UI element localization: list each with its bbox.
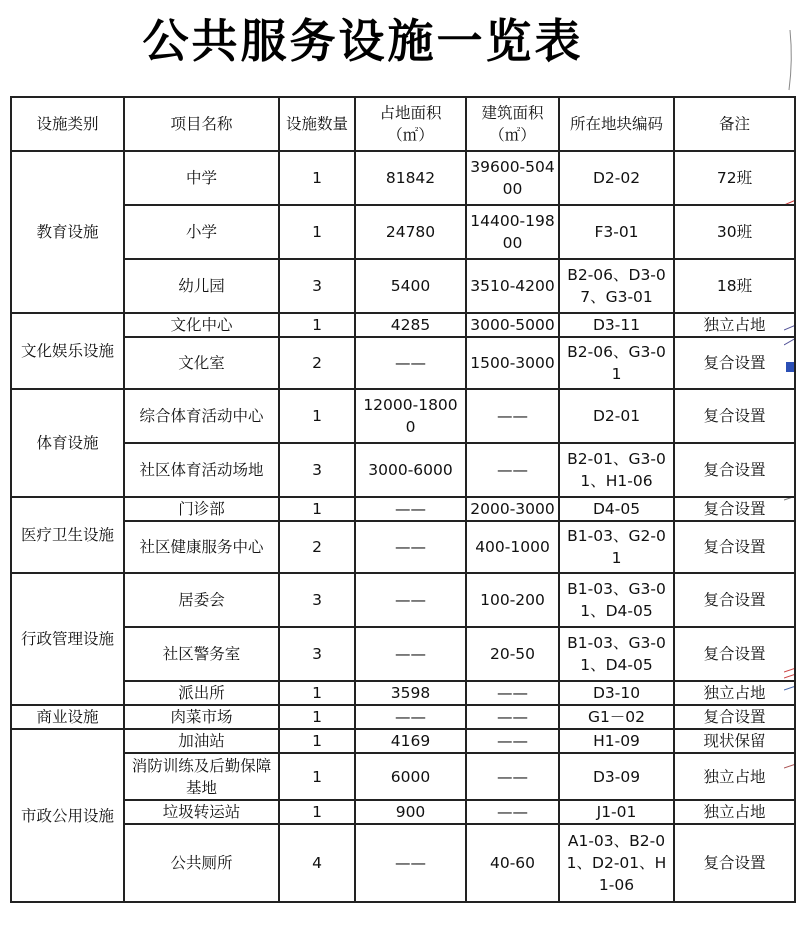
note-cell: 30班	[674, 205, 795, 259]
facility-count-cell: 1	[279, 681, 355, 705]
facility-name-cell: 门诊部	[124, 497, 279, 521]
note-cell: 独立占地	[674, 313, 795, 337]
land-area-cell: ——	[355, 337, 466, 389]
table-row	[11, 824, 795, 902]
note-cell: 72班	[674, 151, 795, 205]
building-area-cell: ——	[466, 800, 559, 824]
table-row	[11, 337, 795, 389]
building-area-cell: 1500-3000	[466, 337, 559, 389]
facility-name-cell: 加油站	[124, 729, 279, 753]
plot-code-cell: B1-03、G2-01	[559, 521, 674, 573]
plot-code-cell: B1-03、G3-01、D4-05	[559, 573, 674, 627]
land-area-cell: 12000-18000	[355, 389, 466, 443]
note-cell: 复合设置	[674, 443, 795, 497]
building-area-cell: 3510-4200	[466, 259, 559, 313]
note-cell: 复合设置	[674, 705, 795, 729]
building-area-cell: 100-200	[466, 573, 559, 627]
building-area-cell: 40-60	[466, 824, 559, 902]
table-row	[11, 443, 795, 497]
land-area-cell: 3598	[355, 681, 466, 705]
facility-count-cell: 1	[279, 705, 355, 729]
facility-name-cell: 公共厕所	[124, 824, 279, 902]
facility-name-cell: 居委会	[124, 573, 279, 627]
land-area-cell: 4285	[355, 313, 466, 337]
building-area-cell: ——	[466, 753, 559, 800]
facility-count-cell: 1	[279, 205, 355, 259]
note-cell: 复合设置	[674, 573, 795, 627]
building-area-cell: 2000-3000	[466, 497, 559, 521]
building-area-cell: 20-50	[466, 627, 559, 681]
plot-code-cell: D4-05	[559, 497, 674, 521]
table-row	[11, 313, 795, 337]
table-row	[11, 681, 795, 705]
note-cell: 独立占地	[674, 681, 795, 705]
note-cell: 复合设置	[674, 824, 795, 902]
facility-name-cell: 社区健康服务中心	[124, 521, 279, 573]
land-area-cell: 3000-6000	[355, 443, 466, 497]
plot-code-cell: J1-01	[559, 800, 674, 824]
plot-code-cell: D3-11	[559, 313, 674, 337]
header-category: 设施类别	[11, 97, 124, 151]
table-body	[11, 151, 795, 902]
plot-code-cell: G1－02	[559, 705, 674, 729]
facility-name-cell: 小学	[124, 205, 279, 259]
note-cell: 独立占地	[674, 800, 795, 824]
land-area-cell: ——	[355, 627, 466, 681]
land-area-cell: 5400	[355, 259, 466, 313]
facility-name-cell: 社区体育活动场地	[124, 443, 279, 497]
table-row	[11, 705, 795, 729]
facility-count-cell: 4	[279, 824, 355, 902]
category-cell: 行政管理设施	[11, 573, 124, 705]
header-count: 设施数量	[279, 97, 355, 151]
facility-name-cell: 社区警务室	[124, 627, 279, 681]
category-cell: 教育设施	[11, 151, 124, 313]
table-header-row	[11, 97, 795, 151]
table-row	[11, 389, 795, 443]
facility-count-cell: 1	[279, 800, 355, 824]
land-area-cell: 4169	[355, 729, 466, 753]
plot-code-cell: D3-09	[559, 753, 674, 800]
facility-name-cell: 文化室	[124, 337, 279, 389]
table-row	[11, 627, 795, 681]
facility-name-cell: 肉菜市场	[124, 705, 279, 729]
facility-name-cell: 派出所	[124, 681, 279, 705]
building-area-cell: ——	[466, 681, 559, 705]
facility-name-cell: 综合体育活动中心	[124, 389, 279, 443]
table-row	[11, 729, 795, 753]
note-cell: 现状保留	[674, 729, 795, 753]
land-area-cell: 900	[355, 800, 466, 824]
facility-count-cell: 1	[279, 729, 355, 753]
category-cell: 市政公用设施	[11, 729, 124, 902]
facility-name-cell: 消防训练及后勤保障基地	[124, 753, 279, 800]
plot-code-cell: B2-06、G3-01	[559, 337, 674, 389]
land-area-cell: 81842	[355, 151, 466, 205]
note-cell: 复合设置	[674, 497, 795, 521]
header-name: 项目名称	[124, 97, 279, 151]
facility-count-cell: 2	[279, 337, 355, 389]
plot-code-cell: H1-09	[559, 729, 674, 753]
land-area-cell: ——	[355, 824, 466, 902]
table-row	[11, 573, 795, 627]
building-area-cell: ——	[466, 389, 559, 443]
category-cell: 商业设施	[11, 705, 124, 729]
facility-name-cell: 中学	[124, 151, 279, 205]
plot-code-cell: B2-01、G3-01、H1-06	[559, 443, 674, 497]
building-area-cell: ——	[466, 729, 559, 753]
plot-code-cell: A1-03、B2-01、D2-01、H1-06	[559, 824, 674, 902]
plot-code-cell: B2-06、D3-07、G3-01	[559, 259, 674, 313]
facility-count-cell: 3	[279, 443, 355, 497]
plot-code-cell: F3-01	[559, 205, 674, 259]
category-cell: 医疗卫生设施	[11, 497, 124, 573]
category-cell: 体育设施	[11, 389, 124, 497]
plot-code-cell: B1-03、G3-01、D4-05	[559, 627, 674, 681]
header-building-area: 建筑面积 （㎡）	[466, 97, 559, 151]
table-row	[11, 151, 795, 205]
facility-count-cell: 2	[279, 521, 355, 573]
note-cell: 复合设置	[674, 521, 795, 573]
category-cell: 文化娱乐设施	[11, 313, 124, 389]
land-area-cell: ——	[355, 573, 466, 627]
building-area-cell: ——	[466, 443, 559, 497]
building-area-cell: ——	[466, 705, 559, 729]
facility-count-cell: 1	[279, 151, 355, 205]
facility-count-cell: 1	[279, 497, 355, 521]
table-row	[11, 753, 795, 800]
facilities-table	[10, 96, 796, 903]
facility-name-cell: 幼儿园	[124, 259, 279, 313]
facility-count-cell: 3	[279, 627, 355, 681]
note-cell: 18班	[674, 259, 795, 313]
plot-code-cell: D3-10	[559, 681, 674, 705]
page-title: 公共服务设施一览表	[142, 14, 584, 68]
note-cell: 复合设置	[674, 389, 795, 443]
table-row	[11, 521, 795, 573]
facility-name-cell: 文化中心	[124, 313, 279, 337]
table-row	[11, 497, 795, 521]
facility-count-cell: 1	[279, 389, 355, 443]
land-area-cell: ——	[355, 521, 466, 573]
land-area-cell: 24780	[355, 205, 466, 259]
header-plot-code: 所在地块编码	[559, 97, 674, 151]
facility-count-cell: 3	[279, 573, 355, 627]
plot-code-cell: D2-02	[559, 151, 674, 205]
table-row	[11, 205, 795, 259]
building-area-cell: 14400-19800	[466, 205, 559, 259]
header-land-area: 占地面积 （㎡）	[355, 97, 466, 151]
building-area-cell: 400-1000	[466, 521, 559, 573]
table-row	[11, 259, 795, 313]
header-note: 备注	[674, 97, 795, 151]
land-area-cell: ——	[355, 497, 466, 521]
table-row	[11, 800, 795, 824]
plot-code-cell: D2-01	[559, 389, 674, 443]
facility-name-cell: 垃圾转运站	[124, 800, 279, 824]
note-cell: 复合设置	[674, 337, 795, 389]
land-area-cell: 6000	[355, 753, 466, 800]
note-cell: 独立占地	[674, 753, 795, 800]
facility-count-cell: 1	[279, 313, 355, 337]
facility-count-cell: 3	[279, 259, 355, 313]
building-area-cell: 3000-5000	[466, 313, 559, 337]
land-area-cell: ——	[355, 705, 466, 729]
building-area-cell: 39600-50400	[466, 151, 559, 205]
note-cell: 复合设置	[674, 627, 795, 681]
facility-count-cell: 1	[279, 753, 355, 800]
